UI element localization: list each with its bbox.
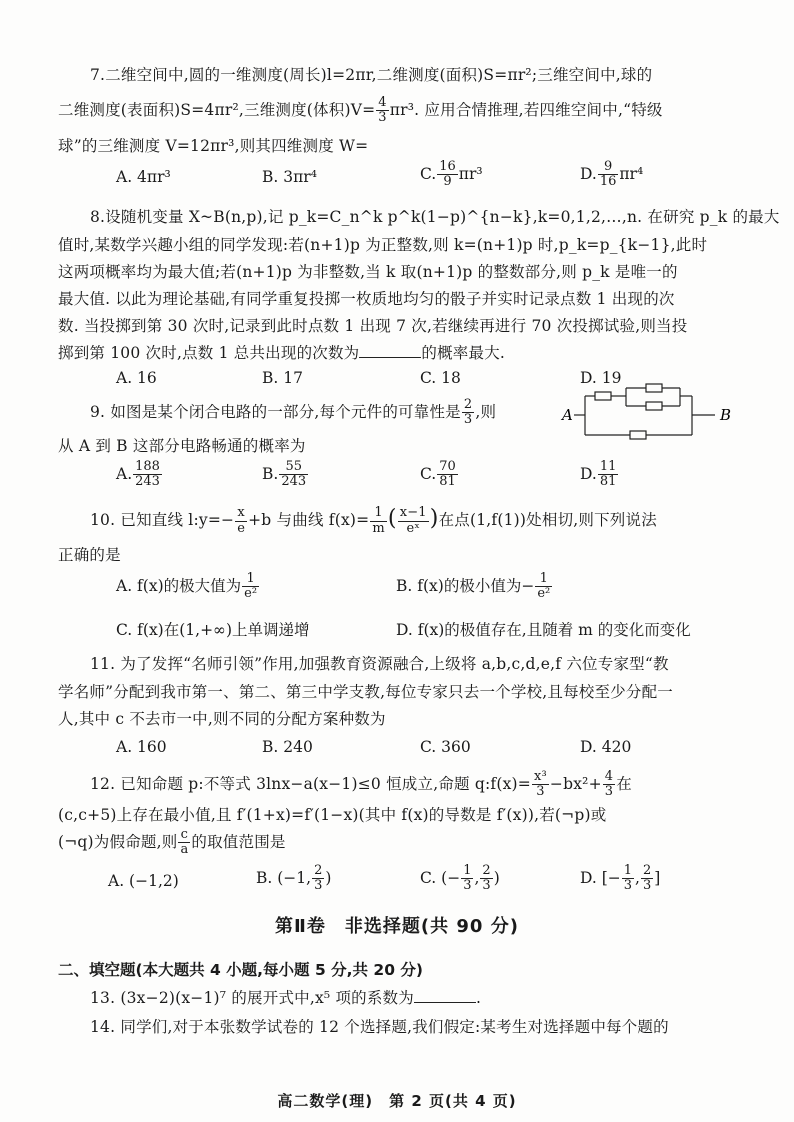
q7-line2-text-b: πr³. 应用合情推理,若四维空间中,“特级 (389, 100, 663, 119)
q12-line3: (¬q)为假命题,则 $\frac{c}{a}$ 的取值范围是 (58, 827, 286, 858)
q12-option-d: D. [− $\frac{1}{3}$ , $\frac{2}{3}$ ] (580, 863, 661, 894)
section-title: 第Ⅱ卷 非选择题(共 90 分) (275, 916, 519, 937)
q10-line1: 10. 已知直线 l:y=− $\frac{x}{e}$ +b 与曲线 f(x)= $\frac{1}{m}$ ( $\frac{x-1}{\text{eˣ}}$ )在点(1,f(1))处相切,则下列说法 (90, 505, 657, 536)
q7-option-c: C. $\frac{16}{9}$ πr³ (420, 159, 483, 190)
q11-line2: 学名师”分配到我市第一、第二、第三中学支教,每位专家只去一个学校,且每校至少分配一 (58, 683, 673, 701)
q12-option-c: C. (− $\frac{1}{3}$ , $\frac{2}{3}$ ) (420, 863, 500, 894)
circuit-element-3 (646, 402, 662, 410)
q12-option-a: A. (−1,2) (108, 872, 179, 890)
circuit-element-4 (630, 431, 646, 439)
circuit-element-2 (646, 384, 662, 392)
q11-option-b: B. 240 (262, 738, 313, 756)
q9-option-b: B. $\frac{55}{243}$ (262, 459, 307, 490)
q7-fraction: $\frac{4}{3}$ (378, 95, 387, 126)
q7-option-a: A. 4πr³ (116, 168, 171, 186)
q11-line3: 人,其中 c 不去市一中,则不同的分配方案种数为 (58, 710, 386, 728)
fill-in-heading: 二、填空题(本大题共 4 小题,每小题 5 分,共 20 分) (58, 961, 423, 979)
q8-line1: 8.设随机变量 X~B(n,p),记 p_k=C_n^k p^k(1−p)^{n−k},k=0,1,2,…,n. 在研究 p_k 的最大 (90, 208, 780, 226)
q8-option-d: D. 19 (580, 369, 622, 387)
q10-option-b: B. f(x)的极小值为− $\frac{1}{\text{e²}}$ (396, 571, 551, 602)
q10-option-d: D. f(x)的极值存在,且随着 m 的变化而变化 (396, 621, 691, 639)
q11-option-d: D. 420 (580, 738, 632, 756)
q8-option-a: A. 16 (116, 369, 157, 387)
q9-option-c: C. $\frac{70}{81}$ (420, 459, 456, 490)
q10-line2: 正确的是 (58, 546, 121, 564)
q11-option-c: C. 360 (420, 738, 471, 756)
q12-line2: (c,c+5)上存在最小值,且 f′(1+x)=f′(1−x)(其中 f(x)的导数是 f′(x)),若(¬p)或 (58, 806, 607, 824)
q7-line3: 球”的三维测度 V=12πr³,则其四维测度 W= (58, 137, 369, 155)
circuit-element-1 (595, 392, 611, 400)
q9-line2: 从 A 到 B 这部分电路畅通的概率为 (58, 437, 306, 455)
q8-line3: 这两项概率均为最大值;若(n+1)p 为非整数,当 k 取(n+1)p 的整数部分,则 p_k 是唯一的 (58, 263, 678, 281)
q10-option-a: A. f(x)的极大值为 $\frac{1}{\text{e²}}$ (116, 571, 258, 602)
page-footer: 高二数学(理) 第 2 页(共 4 页) (277, 1092, 517, 1110)
q11-line1: 11. 为了发挥“名师引领”作用,加强教育资源融合,上级将 a,b,c,d,e,f 六位专家型“教 (90, 655, 669, 673)
q8-line5: 数. 当投掷到第 30 次时,记录到此时点数 1 出现 7 次,若继续再进行 70 次投掷试验,则当投 (58, 317, 688, 335)
circuit-label-b: B (720, 406, 732, 424)
q12-option-b: B. (−1, $\frac{2}{3}$ ) (256, 863, 332, 894)
q8-answer-blank (359, 343, 421, 358)
q8-line6: 掷到第 100 次时,点数 1 总共出现的次数为 的概率最大. (58, 344, 506, 362)
q11-option-a: A. 160 (116, 738, 167, 756)
q8-line2: 值时,某数学兴趣小组的同学发现:若(n+1)p 为正整数,则 k=(n+1)p 时,p_k=p_{k−1},此时 (58, 236, 708, 254)
q7-option-b: B. 3πr⁴ (262, 168, 317, 186)
q14-line1: 14. 同学们,对于本张数学试卷的 12 个选择题,我们假定:某考生对选择题中每个题的 (90, 1018, 669, 1036)
q7-line1: 7.二维空间中,圆的一维测度(周长)l=2πr,二维测度(面积)S=πr²;三维空间中,球的 (90, 66, 653, 84)
q10-option-c: C. f(x)在(1,+∞)上单调递增 (116, 621, 310, 639)
q8-option-c: C. 18 (420, 369, 461, 387)
q12-line1: 12. 已知命题 p:不等式 3lnx−a(x−1)≤0 恒成立,命题 q:f(x)= $\frac{\text{x³}}{3}$ −bx²+ $\frac{4}{3}$ 在 (90, 769, 632, 800)
circuit-diagram (560, 382, 735, 444)
q9-option-a: A. $\frac{188}{243}$ (116, 459, 160, 490)
q9-line1: 9. 如图是某个闭合电路的一部分,每个元件的可靠性是 $\frac{2}{3}$ ,则 (90, 397, 497, 428)
q13-answer-blank (414, 988, 476, 1003)
q7-line2 (58, 96, 663, 126)
q8-line4: 最大值. 以此为理论基础,有同学重复投掷一枚质地均匀的骰子并实时记录点数 1 出现的次 (58, 290, 675, 308)
q13-line: 13. (3x−2)(x−1)⁷ 的展开式中,x⁵ 项的系数为 . (90, 989, 482, 1007)
circuit-label-a: A (562, 406, 573, 424)
q8-option-b: B. 17 (262, 369, 303, 387)
q7-option-d: D. $\frac{9}{16}$ πr⁴ (580, 159, 644, 190)
q9-option-d: D. $\frac{11}{81}$ (580, 459, 617, 490)
q7-line2-text-a: 二维测度(表面积)S=4πr²,三维测度(体积)V= (58, 100, 376, 119)
